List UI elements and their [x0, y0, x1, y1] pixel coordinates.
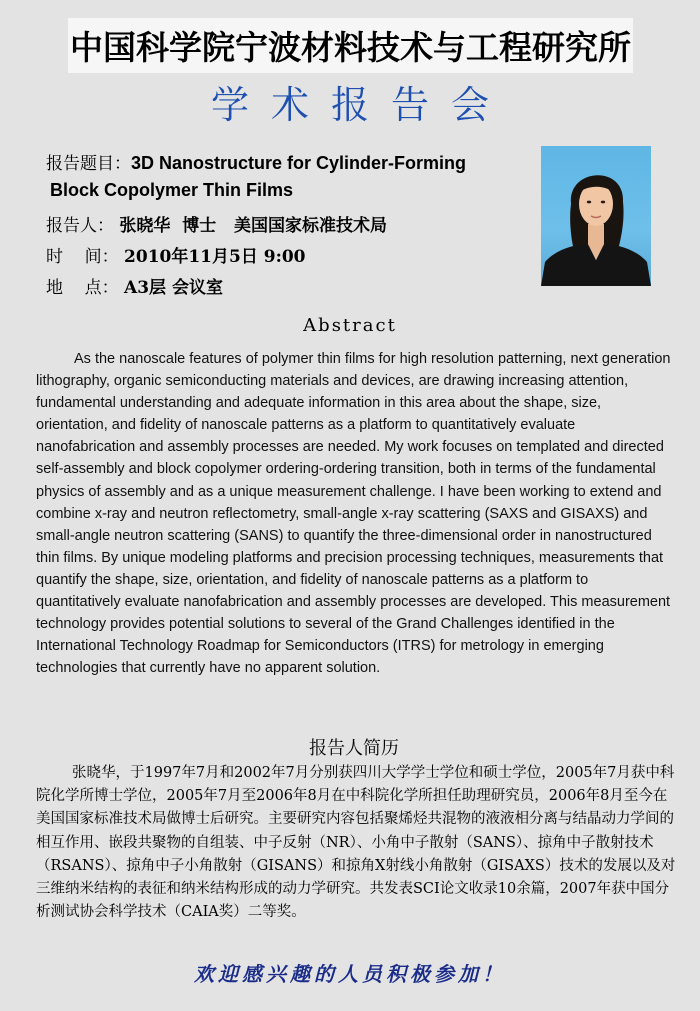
- time-label: 时 间：: [46, 247, 119, 267]
- place-row: [46, 273, 223, 298]
- event-title: 学术报告会: [210, 83, 511, 127]
- speaker-label: 报告人：: [46, 216, 114, 236]
- topic-title-line2: Block Copolymer Thin Films: [50, 180, 294, 200]
- topic-title-line1: 3D Nanostructure for Cylinder-Forming: [131, 153, 467, 173]
- topic-line-2: [50, 180, 293, 201]
- institution-banner: [68, 18, 633, 73]
- time-row: [46, 242, 306, 267]
- topic-line-1: [46, 149, 466, 174]
- place-value: A3层 会议室: [124, 278, 223, 298]
- institution-name: 中国科学院宁波材料技术与工程研究所: [70, 28, 631, 67]
- bio-body: 张晓华，于1997年7月和2002年7月分别获四川大学学士学位和硕士学位，2005年7月获中科院化学所博士学位，2005年7月至2006年8月在中科院化学所担任助理研究员，2006年8月至今在美国国家标准技术局做博士后研究。主要研究内容包括聚烯烃共混物的液液相分离与结晶动力学间的相互作用、嵌段共聚物的自组装、中子反射（NR）、小角中子散射（SANS）、掠角中子散射技术（RSANS）、掠角中子小角散射（GISANS）和掠角X射线小角散射（GISAXS）技术的发展以及对三维纳米结构的表征和纳米结构形成的动力学研究。共发表SCI论文收录10余篇，2007年获中国分析测试协会科学技术（CAIA奖）二等奖。: [36, 765, 676, 921]
- abstract-heading: Abstract: [303, 315, 397, 336]
- time-value: 2010年11月5日 9:00: [124, 247, 306, 267]
- place-label: 地 点：: [46, 278, 119, 298]
- speaker-portrait-image: [541, 146, 651, 286]
- speaker-value: 张晓华 博士 美国国家标准技术局: [119, 216, 387, 236]
- speaker-photo: [541, 146, 651, 286]
- bio-heading: 报告人简历: [309, 738, 399, 759]
- welcome-footer: 欢迎感兴趣的人员积极参加！: [194, 962, 506, 986]
- speaker-row: [46, 211, 387, 236]
- topic-label: 报告题目：: [46, 154, 131, 174]
- abstract-body: As the nanoscale features of polymer thin films for high resolution patterning, next generation lithography, organic semiconducting materials and devices, are drawing increasing attention, fundamental understanding and adequate information in this area about the shape, size, orientation, and fidelity of nanoscale patterns as a platform to quantitatively evaluate nanofabrication and assembly processes are needed. My work focuses on templated and directed self-assembly and block copolymer ordering-ordering transition, both in terms of the fundamental physics of assembly and as a unique measurement challenge. I have been working to extend and combine x-ray and neutron reflectometry, small-angle x-ray scattering (SAXS and GISAXS) and small-angle neutron scattering (SANS) to quantify the three-dimensional order in nanostructured thin films. By unique modeling platforms and precision processing techniques, measurements that quantify the shape, size, orientation, and fidelity of nanoscale patterns as a platform to quantitatively evaluate nanofabrication and assembly processes are developed. This measurement technology provides potential solutions to several of the Grand Challenges identified in the International Technology Roadmap for Semiconductors (ITRS) for metrology in emerging technologies that currently have no apparent solution.: [36, 351, 671, 677]
